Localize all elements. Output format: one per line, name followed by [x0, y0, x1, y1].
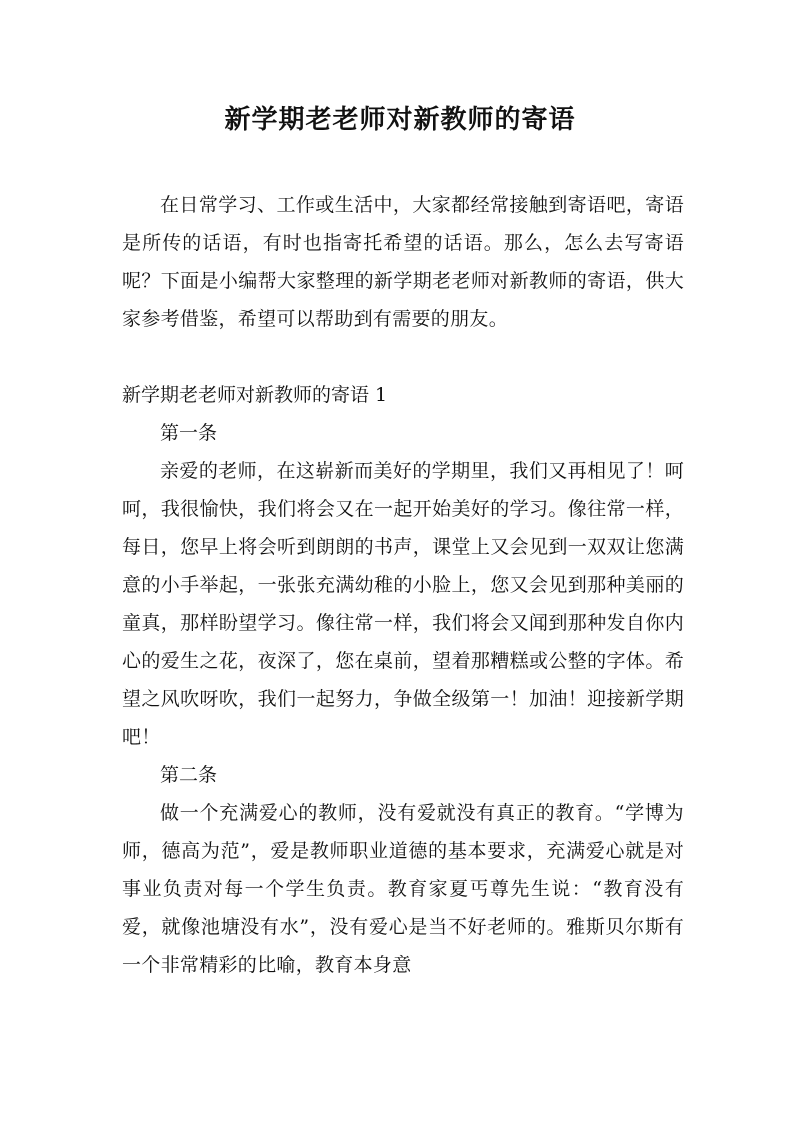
- document-title: 新学期老老师对新教师的寄语: [224, 105, 576, 135]
- item-1-label: 第一条: [160, 422, 218, 444]
- item-2-paragraph: 做一个充满爱心的教师，没有爱就没有真正的教育。“学博为师，德高为范”，爱是教师职业道德的基本要求，充满爱心就是对事业负责对每一个学生负责。教育家夏丐尊先生说：“教育没有爱，就像池塘没有水”，没有爱心是当不好老师的。雅斯贝尔斯有一个非常精彩的比喻，教育本身意: [122, 802, 684, 976]
- intro-paragraph: 在日常学习、工作或生活中，大家都经常接触到寄语吧，寄语是所传的话语，有时也指寄托希望的话语。那么，怎么去写寄语呢？下面是小编帮大家整理的新学期老老师对新教师的寄语，供大家参考借鉴，希望可以帮助到有需要的朋友。: [122, 194, 684, 330]
- document-body: [122, 186, 684, 984]
- section-heading: 新学期老老师对新教师的寄语 1: [122, 384, 388, 406]
- item-1-paragraph: 亲爱的老师，在这崭新而美好的学期里，我们又再相见了！呵呵，我很愉快，我们将会又在一起开始美好的学习。像往常一样，每日，您早上将会听到朗朗的书声，课堂上又会见到一双双让您满意的小手举起，一张张充满幼稚的小脸上，您又会见到那种美丽的童真，那样盼望学习。像往常一样，我们将会又闻到那种发自你内心的爱生之花，夜深了，您在桌前，望着那糟糕或公整的字体。希望之风吹呀吹，我们一起努力，争做全级第一！加油！迎接新学期吧！: [122, 460, 684, 748]
- item-2-label: 第二条: [160, 764, 218, 786]
